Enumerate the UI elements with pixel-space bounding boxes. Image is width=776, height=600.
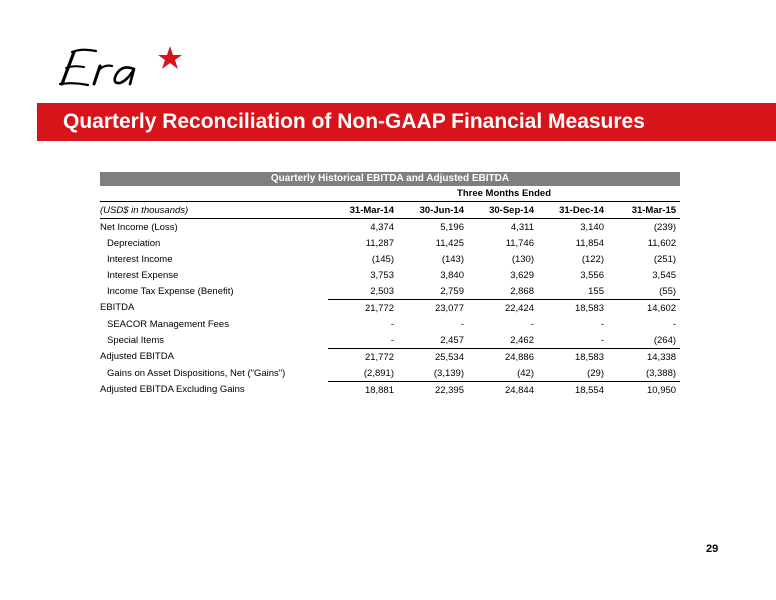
cell: 3,556 [580, 269, 604, 281]
cell: 22,424 [504, 302, 534, 314]
cell: 11,854 [575, 237, 604, 249]
row-label: Depreciation [107, 237, 161, 249]
cell: 14,602 [646, 302, 677, 314]
table-row [100, 332, 680, 349]
title-bar [37, 103, 776, 141]
cell: 3,629 [510, 269, 534, 281]
column-header: 31-Mar-14 [328, 202, 398, 219]
row-label: Net Income (Loss) [100, 221, 178, 233]
cell: (42) [468, 365, 538, 382]
cell: 11,287 [365, 237, 394, 249]
cell: 3,140 [580, 221, 604, 233]
cell: 3,840 [440, 269, 464, 281]
cell: 5,196 [440, 221, 464, 233]
cell: 18,583 [574, 351, 604, 363]
cell: 22,395 [434, 384, 464, 396]
cell: 11,425 [435, 237, 464, 249]
table-row [100, 316, 680, 332]
cell: 14,338 [646, 351, 677, 363]
row-label: Income Tax Expense (Benefit) [107, 285, 234, 297]
cell: 24,886 [504, 351, 534, 363]
era-logo [52, 42, 192, 94]
table-row-total [100, 300, 680, 317]
cell: - [530, 318, 534, 330]
table-row-total [100, 349, 680, 366]
period-header-row [100, 186, 680, 202]
cell: 10,950 [646, 384, 677, 396]
row-label: Gains on Asset Dispositions, Net ("Gains") [107, 367, 286, 379]
cell: - [600, 318, 604, 330]
cell: - [390, 318, 394, 330]
reconciliation-table [100, 172, 680, 398]
column-header: 30-Jun-14 [398, 202, 468, 219]
page-title: Quarterly Reconciliation of Non-GAAP Financial Measures [63, 110, 645, 133]
table-row [100, 365, 680, 382]
cell: 2,462 [468, 332, 538, 349]
table-row [100, 283, 680, 300]
cell: 155 [538, 283, 608, 300]
cell: 2,503 [328, 283, 398, 300]
column-header: 30-Sep-14 [468, 202, 538, 219]
cell: 21,772 [364, 302, 394, 314]
cell: 11,602 [647, 237, 677, 249]
cell: 4,374 [370, 221, 394, 233]
cell: 2,868 [468, 283, 538, 300]
ebitda-table [100, 186, 680, 398]
cell: 25,534 [434, 351, 464, 363]
table-row [100, 267, 680, 283]
row-label: Special Items [107, 334, 165, 346]
cell: 21,772 [364, 351, 394, 363]
cell: 2,457 [398, 332, 468, 349]
cell: (239) [653, 221, 677, 233]
cell: (143) [441, 253, 464, 265]
table-caption: Quarterly Historical EBITDA and Adjusted EBITDA [100, 172, 680, 186]
units-label: (USD$ in thousands) [100, 202, 328, 219]
cell: (3,388) [608, 365, 680, 382]
page-number: 29 [706, 543, 719, 555]
period-header: Three Months Ended [328, 186, 680, 202]
row-label: Interest Expense [107, 269, 179, 281]
column-header-row [100, 202, 680, 219]
cell: (55) [608, 283, 680, 300]
cell: 18,583 [574, 302, 604, 314]
cell: 23,077 [434, 302, 464, 314]
cell: 3,753 [370, 269, 394, 281]
row-label: SEACOR Management Fees [107, 318, 229, 330]
row-label: EBITDA [100, 302, 135, 314]
cell: 4,311 [510, 221, 534, 233]
table-row [100, 235, 680, 251]
cell: 3,545 [652, 269, 677, 281]
cell: (145) [371, 253, 394, 265]
cell: - [460, 318, 464, 330]
table-row-total [100, 382, 680, 399]
table-row [100, 219, 680, 236]
cell: 24,844 [504, 384, 534, 396]
cell: (2,891) [328, 365, 398, 382]
cell: (130) [511, 253, 534, 265]
row-label: Interest Income [107, 253, 173, 265]
cell: (264) [608, 332, 680, 349]
row-label: Adjusted EBITDA Excluding Gains [100, 384, 245, 396]
cell: 18,554 [574, 384, 604, 396]
cell: (29) [538, 365, 608, 382]
column-header: 31-Dec-14 [538, 202, 608, 219]
cell: 18,881 [364, 384, 394, 396]
table-row [100, 251, 680, 267]
cell: (251) [653, 253, 677, 265]
cell: - [538, 332, 608, 349]
cell: - [672, 318, 677, 330]
cell: 11,746 [505, 237, 534, 249]
cell: (122) [581, 253, 604, 265]
column-header: 31-Mar-15 [608, 202, 680, 219]
cell: - [328, 332, 398, 349]
cell: 2,759 [398, 283, 468, 300]
row-label: Adjusted EBITDA [100, 351, 174, 363]
cell: (3,139) [398, 365, 468, 382]
